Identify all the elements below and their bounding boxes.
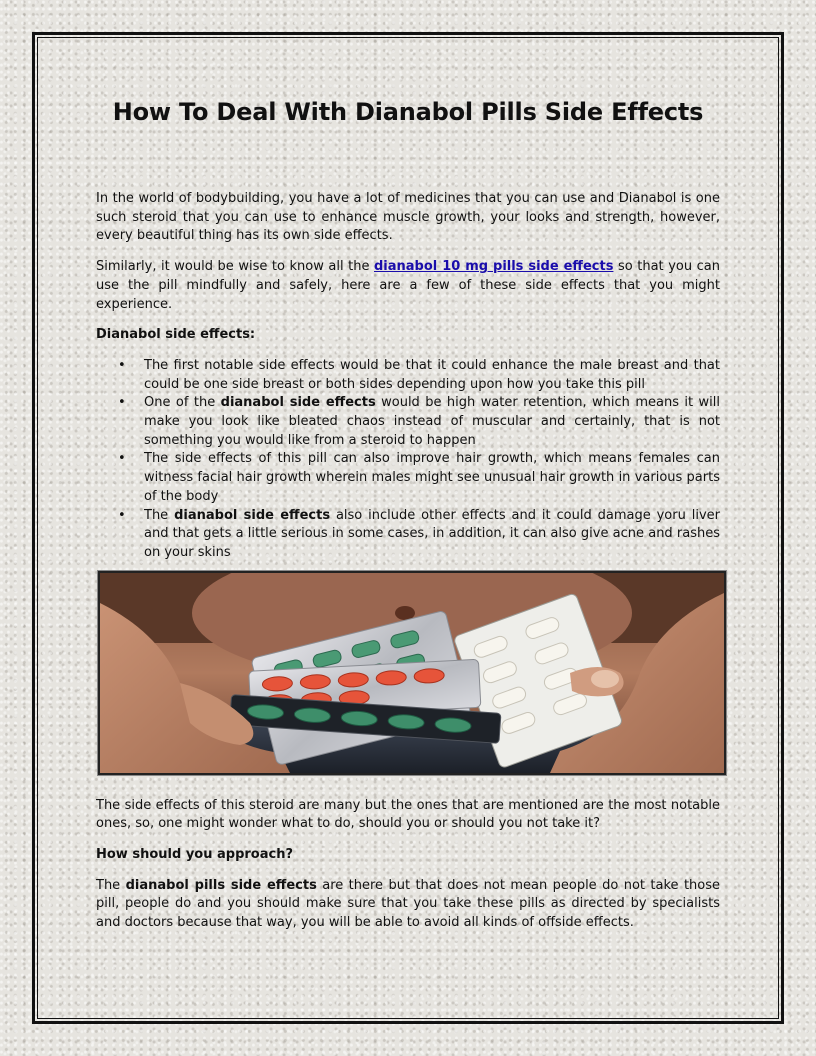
intro-paragraph: In the world of bodybuilding, you have a lot of medicines that you can use and Dianabol is one such steroid that you can use to enhance muscle growth, your looks and strength, however, every beautiful thing has its own side effects.: [96, 191, 720, 244]
list-item-text: The side effects of this pill can also improve hair growth, which means females can witness facial hair growth wherein males might see unusual hair growth in various parts of the body: [144, 451, 720, 504]
link-paragraph-before: Similarly, it would be wise to know all the: [96, 259, 374, 275]
bullet-icon: •: [118, 451, 126, 467]
final-paragraph-before: The: [96, 877, 126, 893]
list-item-text: The first notable side effects would be that it could enhance the male breast and that could be one side breast or both sides depending upon how you take this pill: [144, 357, 720, 392]
final-paragraph: [96, 877, 720, 933]
side-effects-heading: Dianabol side effects:: [96, 327, 256, 343]
list-item-before: The: [144, 507, 175, 523]
pills-in-hands-photo: [98, 571, 726, 775]
approach-heading: How should you approach?: [96, 847, 293, 863]
bullet-icon: •: [118, 357, 126, 373]
bullet-icon: •: [118, 507, 126, 523]
list-item: [118, 357, 720, 394]
list-item-bold: dianabol side effects: [174, 507, 331, 523]
document-body: [96, 96, 720, 933]
list-item-after: also include other effects and it could damage yoru liver and that gets a little serious in some cases, in addition, it can also give acne and rashes on your skins: [144, 507, 720, 560]
list-item: [118, 507, 720, 563]
final-paragraph-after: are there but that does not mean people do not take those pill, people do and you should make sure that you take these pills as directed by specialists and doctors because that way, you will be able to avoid all kinds of offside effects.: [96, 877, 721, 931]
list-item-after: would be high water retention, which means it will make you look like bleated chaos instead of muscular and certainly, that is not something you would like from a steroid to happen: [144, 395, 721, 448]
link-paragraph: [96, 258, 720, 314]
link-paragraph-after: so that you can use the pill mindfully and safely, here are a few of these side effects that you might experience.: [96, 259, 720, 312]
bullet-icon: •: [118, 395, 126, 411]
after-image-paragraph: The side effects of this steroid are many but the ones that are mentioned are the most notable ones, so, one might wonder what to do, should you or should you not take it?: [96, 797, 720, 832]
side-effects-link[interactable]: dianabol 10 mg pills side effects: [374, 259, 614, 275]
list-item-before: One of the: [144, 395, 221, 411]
list-item-bold: dianabol side effects: [220, 395, 376, 411]
side-effects-list: [96, 357, 720, 563]
list-item: [118, 450, 720, 506]
final-paragraph-bold: dianabol pills side effects: [125, 877, 317, 893]
page-title: How To Deal With Dianabol Pills Side Effects: [112, 98, 704, 126]
list-item: [118, 394, 721, 450]
